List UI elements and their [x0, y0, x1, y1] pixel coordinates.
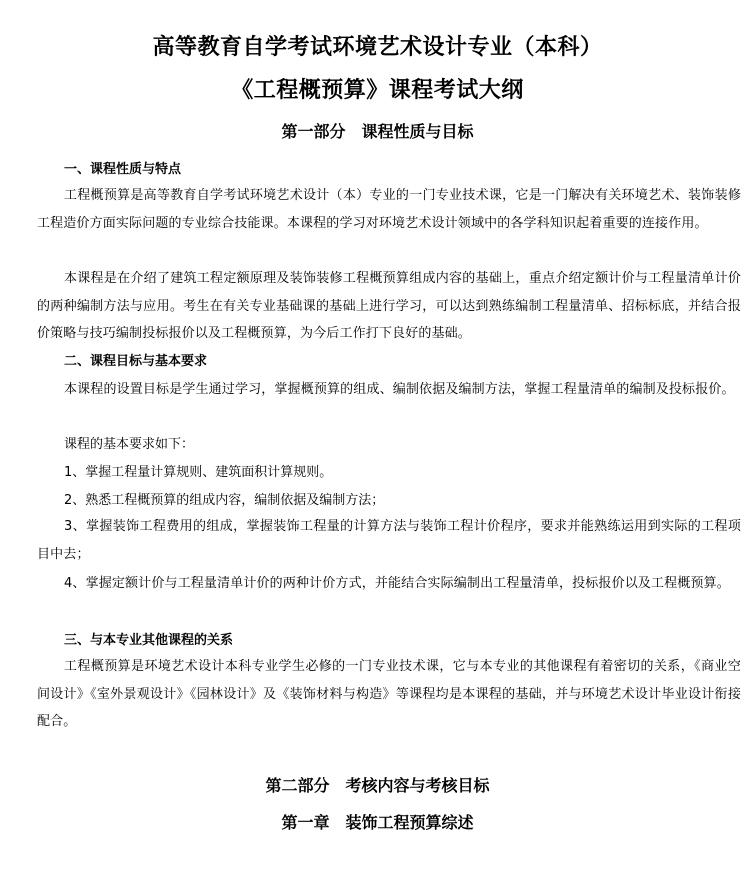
requirement-item: 4、掌握定额计价与工程量清单计价的两种计价方式，并能结合实际编制出工程量清单，投标报价以及工程概预算。 [64, 576, 730, 591]
section-3-heading: 三、与本专业其他课程的关系 [64, 633, 234, 648]
document-title-line-1: 高等教育自学考试环境艺术设计专业（本科） [152, 35, 603, 60]
chapter-1-heading: 第一章 装饰工程预算综述 [281, 813, 474, 832]
section-1-paragraph-1: 工程概预算是高等教育自学考试环境艺术设计（本）专业的一门专业技术课，它是一门解决有关环境艺术、装饰装修工程造价方面实际问题的专业综合技能课。本课程的学习对环境艺术设计领域中的各学科知识起着重要的连接作用。 [37, 188, 741, 231]
part-2-heading: 第二部分 考核内容与考核目标 [265, 776, 490, 795]
document-title-line-2: 《工程概预算》课程考试大纲 [231, 78, 524, 103]
requirement-item: 2、熟悉工程概预算的组成内容，编制依据及编制方法； [64, 493, 385, 508]
section-2-paragraph-1: 本课程的设置目标是学生通过学习，掌握概预算的组成、编制依据及编制方法，掌握工程量清单的编制及投标报价。 [64, 382, 735, 397]
part-1-heading: 第一部分 课程性质与目标 [281, 122, 474, 141]
section-1-paragraph-2: 本课程是在介绍了建筑工程定额原理及装饰装修工程概预算组成内容的基础上，重点介绍定额计价与工程量清单计价的两种编制方法与应用。考生在有关专业基础课的基础上进行学习，可以达到熟练编制工程量清单、招标标底，并结合报价策略与技巧编制投标报价以及工程概预算，为今后工作打下良好的基础。 [37, 271, 741, 341]
requirements-intro: 课程的基本要求如下： [64, 437, 195, 452]
section-3-paragraph-1: 工程概预算是环境艺术设计本科专业学生必修的一门专业技术课，它与本专业的其他课程有着密切的关系，《商业空间设计》《室外景观设计》《园林设计》及《装饰材料与构造》等课程均是本课程的基础，并与环境艺术设计毕业设计衔接配合。 [37, 659, 741, 729]
section-1-heading: 一、课程性质与特点 [64, 162, 182, 177]
requirement-item: 3、掌握装饰工程费用的组成，掌握装饰工程量的计算方法与装饰工程计价程序，要求并能熟练运用到实际的工程项目中去； [37, 519, 741, 562]
requirement-item: 1、掌握工程量计算规则、建筑面积计算规则。 [64, 465, 333, 480]
section-2-heading: 二、课程目标与基本要求 [64, 354, 208, 369]
